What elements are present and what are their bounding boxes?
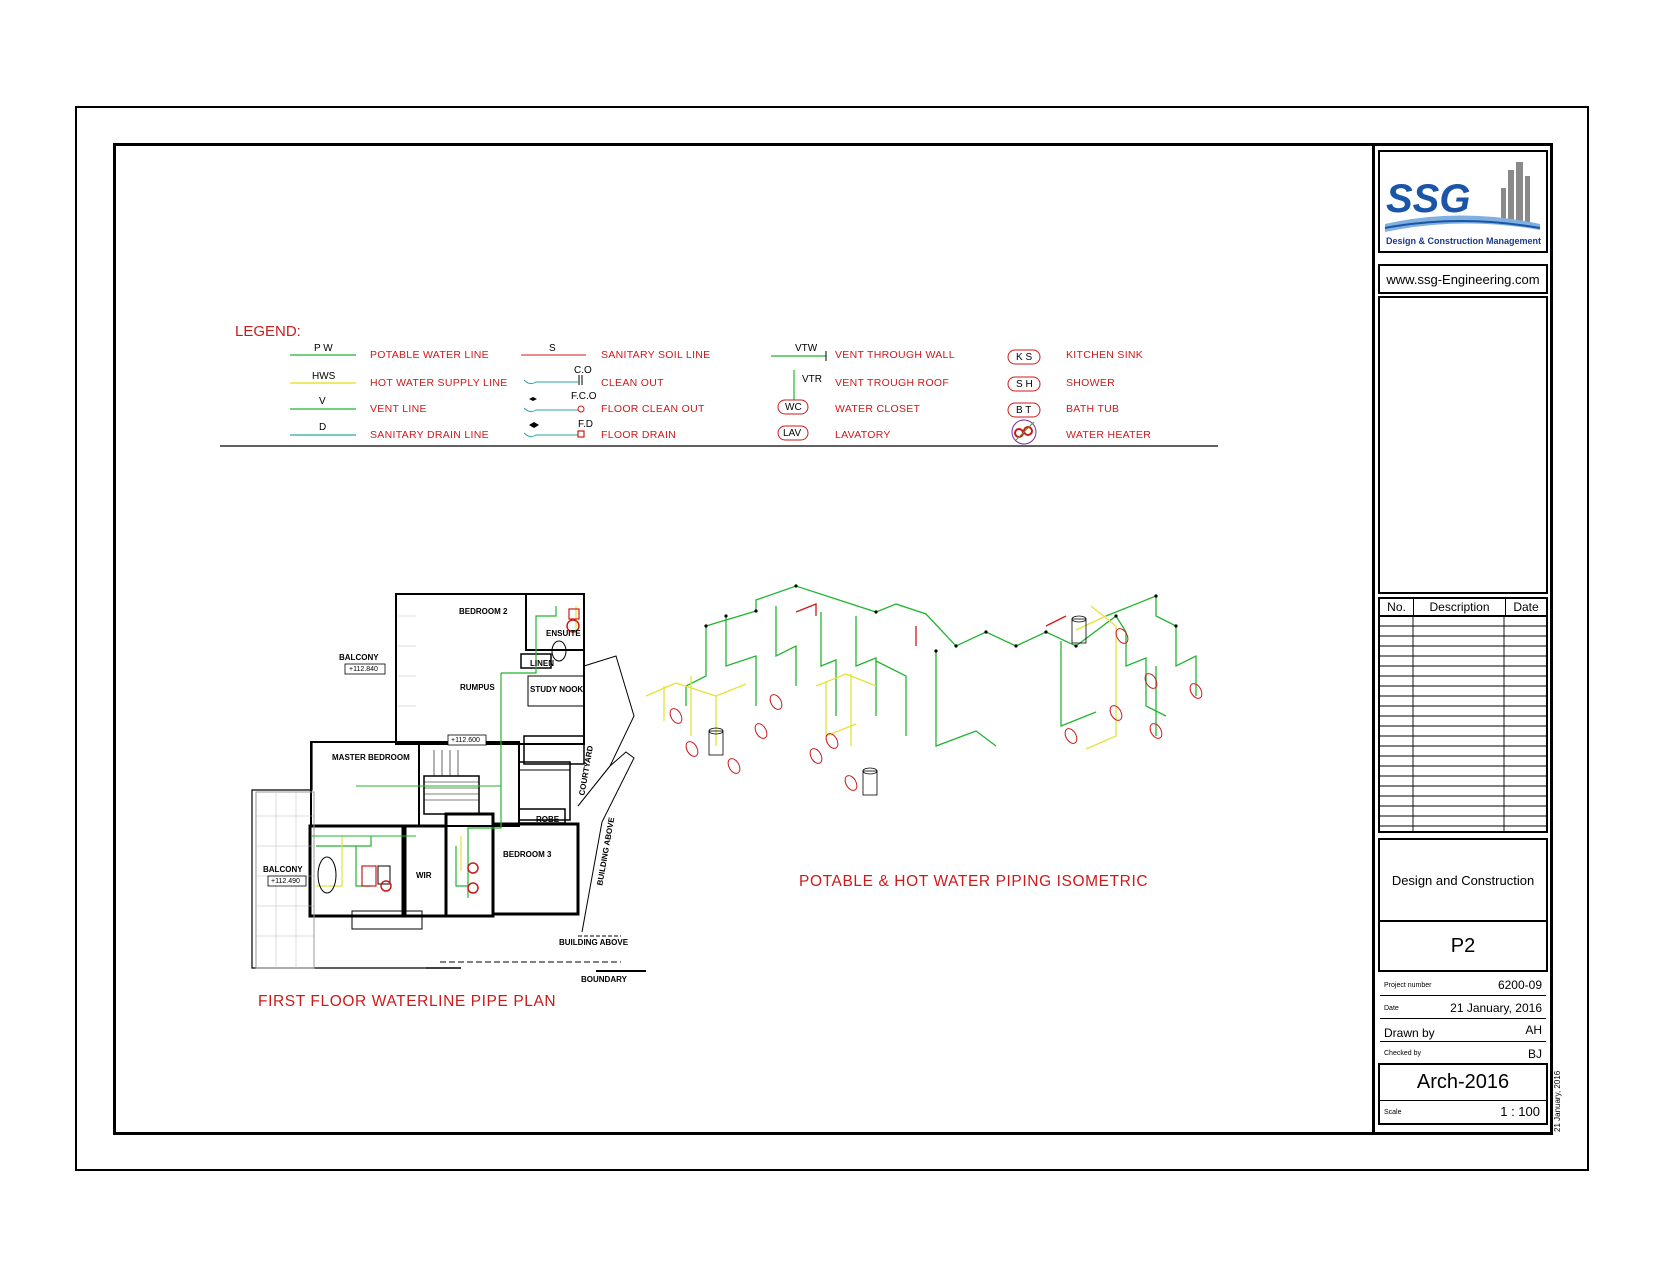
room-label: STUDY NOOK — [530, 685, 584, 694]
room-label: RUMPUS — [460, 683, 495, 692]
legend-label: CLEAN OUT — [601, 377, 664, 389]
room-label: BALCONY — [263, 865, 303, 874]
legend-label: FLOOR CLEAN OUT — [601, 403, 705, 415]
legend-code: S H — [1016, 379, 1033, 390]
legend-label: HOT WATER SUPPLY LINE — [370, 377, 508, 389]
legend-label: SHOWER — [1066, 377, 1116, 389]
company-logo-box — [1378, 150, 1548, 253]
date-value: 21 January, 2016 — [1450, 1001, 1542, 1015]
legend-label: VENT TROUGH ROOF — [835, 377, 950, 389]
svg-text:+112.490: +112.490 — [271, 878, 300, 885]
legend-code: LAV — [783, 428, 802, 439]
legend-code: C.O — [574, 365, 592, 376]
legend-code: K S — [1016, 352, 1033, 363]
legend-label: SANITARY SOIL LINE — [601, 349, 711, 361]
checked-by-label: Checked by — [1384, 1050, 1421, 1057]
rev-col-description: Description — [1414, 599, 1506, 616]
scale-row — [1378, 1101, 1548, 1125]
rev-col-date: Date — [1506, 599, 1547, 616]
svg-text:+112.840: +112.840 — [349, 666, 378, 673]
room-label: BUILDING ABOVE — [559, 938, 629, 947]
legend-code: VTR — [802, 374, 822, 385]
legend-code: WC — [785, 402, 802, 413]
room-label: BUILDING ABOVE — [595, 816, 617, 887]
legend-label: FLOOR DRAIN — [601, 429, 677, 441]
legend-code: HWS — [312, 371, 336, 382]
room-label: BEDROOM 2 — [459, 607, 508, 616]
legend-label: WATER CLOSET — [835, 403, 921, 415]
legend-line-types — [290, 343, 508, 441]
legend-fittings — [521, 343, 710, 441]
level-tags — [268, 664, 486, 886]
legend-code: S — [549, 343, 556, 354]
legend-label: VENT THROUGH WALL — [835, 349, 955, 361]
sheet-number: P2 — [1378, 920, 1548, 972]
piping-isometric — [646, 584, 1204, 890]
room-label: LINEN — [530, 659, 554, 668]
legend-label: KITCHEN SINK — [1066, 349, 1144, 361]
legend-code: F.C.O — [571, 391, 597, 402]
company-name: SSG — [1386, 177, 1471, 221]
drawing-description: Design and Construction — [1378, 838, 1548, 922]
rev-col-no: No. — [1380, 599, 1414, 616]
first-floor-plan — [252, 594, 646, 1010]
project-name: Arch-2016 — [1378, 1063, 1548, 1101]
legend-code: B T — [1016, 405, 1032, 416]
legend-code: P W — [314, 343, 333, 354]
project-number-value: 6200-09 — [1497, 978, 1542, 992]
legend-fixtures — [1008, 349, 1151, 444]
legend-label: BATH TUB — [1066, 403, 1120, 415]
clean-out-icon — [524, 380, 578, 384]
revision-header — [1380, 599, 1546, 617]
room-label: MASTER BEDROOM — [332, 753, 410, 762]
bath-tub-icon — [318, 857, 336, 893]
floor-clean-out-icon — [529, 397, 537, 401]
date-row — [1380, 1000, 1546, 1019]
legend-label: VENT LINE — [370, 403, 427, 415]
company-subtitle: Design & Construction Management — [1386, 236, 1542, 246]
drawing-area — [116, 146, 1372, 1132]
scale-label: Scale — [1384, 1109, 1402, 1116]
stair — [424, 750, 479, 800]
drawn-by-value: AH — [1525, 1023, 1542, 1037]
revision-rows — [1380, 617, 1546, 833]
room-label: WIR — [416, 871, 432, 880]
room-label: BEDROOM 3 — [503, 850, 552, 859]
revision-table — [1378, 597, 1548, 833]
room-label: BOUNDARY — [581, 975, 627, 984]
company-url: www.ssg-Engineering.com — [1378, 264, 1548, 294]
legend-code: V — [319, 396, 326, 407]
room-label: COURTYARD — [577, 745, 595, 797]
project-number-row — [1380, 977, 1546, 996]
floor-drain-icon — [529, 422, 539, 428]
legend-label: LAVATORY — [835, 429, 891, 441]
plan-caption: FIRST FLOOR WATERLINE PIPE PLAN — [258, 993, 557, 1010]
legend-title: LEGEND: — [235, 323, 301, 340]
project-number-label: Project number — [1384, 982, 1432, 989]
checked-by-value: BJ — [1527, 1047, 1542, 1061]
isometric-caption: POTABLE & HOT WATER PIPING ISOMETRIC — [799, 873, 1149, 890]
drawn-by-row — [1380, 1023, 1546, 1042]
checked-by-row — [1380, 1045, 1546, 1063]
legend-label: SANITARY DRAIN LINE — [370, 429, 489, 441]
svg-text:+112.600: +112.600 — [451, 737, 480, 744]
tank-icons — [709, 616, 1086, 795]
titleblock-notes-area — [1378, 296, 1548, 594]
scale-value: 1 : 100 — [1500, 1104, 1540, 1119]
titleblock-divider — [1372, 146, 1375, 1132]
legend-code: VTW — [795, 343, 818, 354]
legend-label: WATER HEATER — [1066, 429, 1152, 441]
ssg-logo-icon — [1380, 152, 1546, 251]
legend-label: POTABLE WATER LINE — [370, 349, 489, 361]
legend-code: D — [319, 422, 327, 433]
water-heater-icon — [1012, 420, 1036, 444]
legend-code: F.D — [578, 419, 593, 430]
room-label: ROBE — [536, 815, 560, 824]
room-label: BALCONY — [339, 653, 379, 662]
drawn-by-label: Drawn by — [1384, 1026, 1435, 1040]
legend-vents — [771, 343, 955, 441]
room-label: ENSUITE — [546, 629, 581, 638]
date-label: Date — [1384, 1005, 1399, 1012]
legend — [220, 323, 1218, 446]
print-date: 21 January, 2016 — [1553, 1070, 1562, 1132]
